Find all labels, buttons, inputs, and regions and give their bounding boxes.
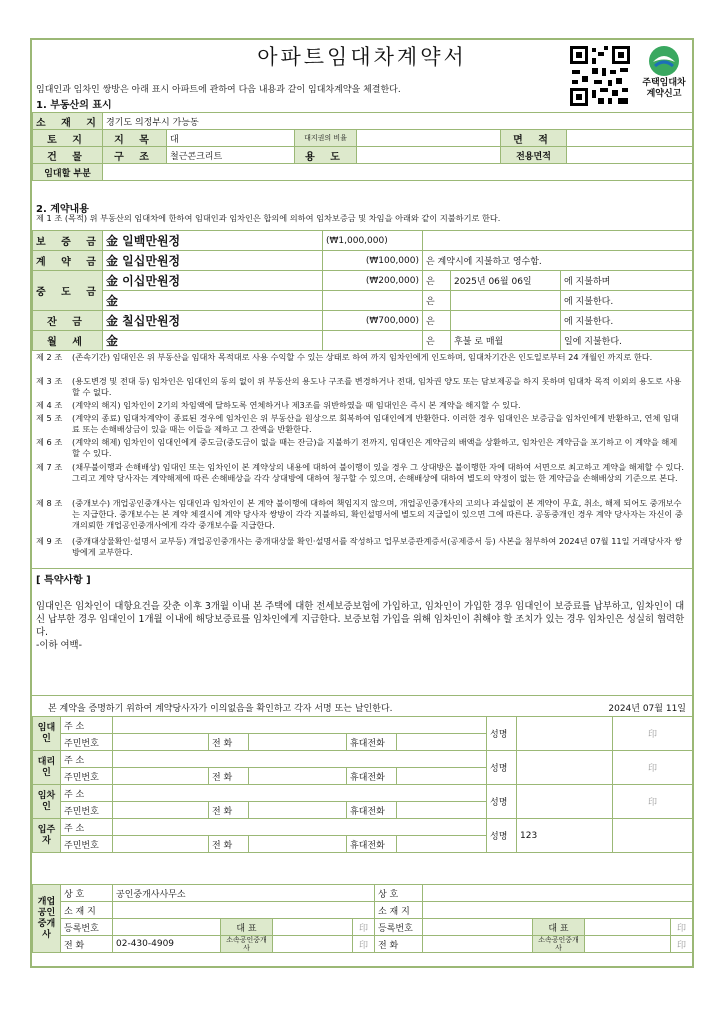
article-6	[36, 437, 690, 459]
category-label: 지 목	[103, 130, 167, 147]
article-7-text: (채무불이행과 손해배상) 임대인 또는 임차인이 본 계약상의 내용에 대하여 불이행이 있을 경우 그 상대방은 불이행한 자에 대하여 서면으로 최고하고 계약을 해제할 수 있다. 그리고 계약 당사자는 계약해제에 따른 손해배상을 각각 상대방에 대하여 청구할 수 있으며, 손해배상에 대하여 별도의 약정이 없는 한 계약금을 손해배상의 기준으로 본다.	[72, 462, 684, 483]
broker2-reg-label: 등록번호	[375, 919, 423, 936]
broker2-assoc-seal: 印	[671, 936, 693, 953]
broker1-reg-label: 등록번호	[61, 919, 113, 936]
logo-text-line1: 주택임대차	[642, 78, 686, 88]
section2-heading: 2. 계약내용	[36, 204, 89, 215]
broker1-phone[interactable]: 02-430-4909	[113, 936, 221, 953]
page-title: 아파트임대차계약서	[257, 45, 467, 69]
resident-id-label: 주민번호	[61, 836, 113, 853]
article-5-number: 제 5 조	[36, 413, 63, 423]
lessor-name[interactable]	[517, 717, 613, 751]
lessee-phone[interactable]	[249, 802, 347, 819]
agent-seal: 印	[613, 751, 693, 785]
logo-text-line2: 계약신고	[646, 89, 682, 99]
article-3	[36, 376, 690, 398]
article-2	[36, 352, 690, 363]
special-terms-header: [ 특약사항 ]	[36, 575, 91, 586]
article-7-number: 제 7 조	[36, 462, 63, 472]
broker-label: 개업공인중개사	[33, 885, 61, 953]
lessor-mobile-label: 휴대전화	[347, 734, 397, 751]
monthly-rent-when[interactable]: 후불	[454, 337, 472, 347]
article-4	[36, 400, 690, 411]
area-label: 면 적	[501, 130, 567, 147]
special-terms-end: -이하 여백-	[36, 640, 82, 651]
monthly-rent-cycle: 로 매월	[474, 337, 504, 347]
exclusive-area-label: 전용면적	[501, 147, 567, 164]
middle-payment-text[interactable]: 金 이십만원정	[103, 271, 323, 291]
lessee-name[interactable]	[517, 785, 613, 819]
resident-phone-label: 전 화	[209, 836, 249, 853]
rent-part-label: 임대할 부분	[33, 164, 103, 181]
lessor-mobile[interactable]	[397, 734, 487, 751]
broker-table	[32, 884, 693, 953]
broker2-office-label: 상 호	[375, 885, 423, 902]
lessor-phone-label: 전 화	[209, 734, 249, 751]
use-label: 용 도	[295, 147, 357, 164]
middle-payment-number[interactable]: (₩200,000)	[323, 271, 423, 291]
area-value[interactable]	[567, 130, 693, 147]
balance-date[interactable]	[451, 311, 561, 331]
broker1-location-label: 소 재 지	[61, 902, 113, 919]
category-value[interactable]: 대	[167, 130, 295, 147]
broker2-seal: 印	[671, 919, 693, 936]
agent-label: 대리인	[33, 751, 61, 785]
broker2-assoc-label: 소속공인중개사	[533, 936, 585, 953]
monthly-rent-eun: 은	[423, 331, 451, 351]
article-1: 제 1 조 (목적) 위 부동산의 임대차에 한하여 임대인과 임차인은 합의에 의하여 임차보증금 및 차임을 아래와 같이 지불하기로 한다.	[36, 213, 501, 223]
balance-eun: 은	[423, 311, 451, 331]
use-value[interactable]	[357, 147, 501, 164]
property-table	[32, 112, 693, 181]
lessee-address-label: 주 소	[61, 785, 113, 802]
section1-heading: 1. 부동산의 표시	[36, 100, 112, 111]
broker2-phone[interactable]	[423, 936, 533, 953]
agent-sign-label: 성명	[487, 751, 517, 785]
broker1-assoc[interactable]	[273, 936, 353, 953]
housing-lease-report-logo	[636, 44, 692, 108]
payment-table	[32, 230, 693, 351]
lessor-sign-label: 성명	[487, 717, 517, 751]
article-3-number: 제 3 조	[36, 376, 63, 386]
monthly-rent-text[interactable]: 金	[103, 331, 323, 351]
middle-payment2-date[interactable]	[451, 291, 561, 311]
lessee-mobile[interactable]	[397, 802, 487, 819]
broker2-reg[interactable]	[423, 919, 533, 936]
contract-deposit-text[interactable]: 金 일십만원정	[103, 251, 323, 271]
resident-name[interactable]: 123	[517, 819, 613, 853]
article-8-text: (중개보수) 개업공인중개사는 임대인과 임차인이 본 계약 불이행에 대하여 책임지지 않으며, 개업공인중개사의 고의나 과실없이 본 계약이 무효, 취소, 해제 되어도 중개보수는 지급한다. 중개보수는 본 계약 체결시에 계약 당사자 쌍방이 각각 지불하되, 확인설명서에 별도의 지급일이 있으면 그에 따른다. 공동중개인 경우 계약 당사자는 자신이 중개의뢰한 개업공인중개사에게 각각 중개보수를 지급한다.	[72, 498, 683, 530]
agent-id-label: 주민번호	[61, 768, 113, 785]
broker1-assoc-seal: 印	[353, 936, 375, 953]
structure-value[interactable]: 철근콘크리트	[167, 147, 295, 164]
contract-deposit-note: 은 계약시에 지불하고 영수함.	[423, 251, 693, 271]
special-terms-box	[32, 568, 692, 696]
agent-id[interactable]	[113, 768, 209, 785]
article-4-text: (계약의 해지) 임차인이 2기의 차임액에 달하도록 연체하거나 제3조를 위반하였을 때 임대인은 즉시 본 계약을 해지할 수 있다.	[72, 400, 521, 410]
broker2-location[interactable]	[423, 902, 693, 919]
agent-address[interactable]	[113, 751, 487, 768]
sign-statement-row	[32, 698, 692, 716]
special-terms-body[interactable]: 임대인은 임차인이 대항요건을 갖춘 이후 3개월 이내 본 주택에 대한 전세보증보험에 가입하고, 임차인이 가입한 경우 임대인이 보증료를 납부하고, 임차인이 대신 납부한 경우 임대인이 1개월 이내에 해당보증료를 임차인에게 지급한다. 보증보험 가입을 위해 임차인이 취해야 할 조치가 있는 경우 임차인은 성실히 협력한다.	[36, 601, 685, 638]
lessee-phone-label: 전 화	[209, 802, 249, 819]
article-5	[36, 413, 690, 435]
broker2-location-label: 소 재 지	[375, 902, 423, 919]
sign-statement: 본 계약을 증명하기 위하여 계약당사자가 이의없음을 확인하고 각자 서명 또는 날인한다.	[48, 704, 393, 714]
balance-text[interactable]: 金 칠십만원정	[103, 311, 323, 331]
broker1-office-label: 상 호	[61, 885, 113, 902]
deposit-amount-number[interactable]: (₩1,000,000)	[323, 231, 423, 251]
article-6-text: (계약의 해제) 임차인이 임대인에게 중도금(중도금이 없을 때는 잔금)을 지불하기 전까지, 임대인은 계약금의 배액을 상환하고, 임차인은 계약금을 포기하고 이 계약을 해제할 수 있다.	[72, 437, 678, 458]
middle-payment-date[interactable]: 2025년 06월 06일	[451, 271, 561, 291]
building-label: 건 물	[33, 147, 103, 164]
lessor-id[interactable]	[113, 734, 209, 751]
rent-part-value[interactable]	[103, 164, 693, 181]
sign-date[interactable]: 2024년 07월 11일	[608, 704, 686, 714]
contract-deposit-label: 계 약 금	[33, 251, 103, 271]
agent-mobile[interactable]	[397, 768, 487, 785]
article-7	[36, 462, 690, 484]
lessee-sign-label: 성명	[487, 785, 517, 819]
monthly-rent-note: 일에 지불한다.	[561, 331, 693, 351]
broker2-rep-label: 대 표	[533, 919, 585, 936]
deposit-amount-text[interactable]: 金 일백만원정	[103, 231, 323, 251]
lessee-mobile-label: 휴대전화	[347, 802, 397, 819]
lessee-seal: 印	[613, 785, 693, 819]
resident-phone[interactable]	[249, 836, 347, 853]
resident-address-label: 주 소	[61, 819, 113, 836]
land-ratio-value[interactable]	[357, 130, 501, 147]
land-label: 토 지	[33, 130, 103, 147]
lessor-address-label: 주 소	[61, 717, 113, 734]
structure-label: 구 조	[103, 147, 167, 164]
middle-payment2-eun: 은	[423, 291, 451, 311]
balance-number[interactable]: (₩700,000)	[323, 311, 423, 331]
agent-phone-label: 전 화	[209, 768, 249, 785]
lessee-label: 임차인	[33, 785, 61, 819]
resident-mobile[interactable]	[397, 836, 487, 853]
middle-payment-note: 에 지불하며	[561, 271, 693, 291]
lessor-id-label: 주민번호	[61, 734, 113, 751]
location-label: 소 재 지	[33, 113, 103, 130]
parties-table	[32, 716, 693, 853]
lessee-address[interactable]	[113, 785, 487, 802]
resident-id[interactable]	[113, 836, 209, 853]
broker1-rep-label: 대 표	[221, 919, 273, 936]
broker1-phone-label: 전 화	[61, 936, 113, 953]
middle-payment-eun: 은	[423, 271, 451, 291]
article-8-number: 제 8 조	[36, 498, 63, 508]
resident-sign-label: 성명	[487, 819, 517, 853]
middle-payment2-text[interactable]: 金	[103, 291, 323, 311]
broker2-rep[interactable]	[585, 919, 671, 936]
agent-mobile-label: 휴대전화	[347, 768, 397, 785]
broker2-office[interactable]	[423, 885, 693, 902]
broker1-office[interactable]: 공인중개사사무소	[113, 885, 375, 902]
balance-label: 잔 금	[33, 311, 103, 331]
article-9-text: (중개대상물확인·설명서 교부등) 개업공인중개사는 중개대상물 확인·설명서를 작성하고 업무보증관계증서(공제증서 등) 사본을 첨부하여 2024년 07월 11일 거래당사자 쌍방에게 교부한다.	[72, 536, 683, 557]
lease-report-logo-icon	[647, 44, 681, 78]
monthly-rent-label: 월 세	[33, 331, 103, 351]
middle-payment-label: 중 도 금	[33, 271, 103, 311]
resident-address[interactable]	[113, 819, 487, 836]
article-8	[36, 498, 690, 531]
qr-code-icon[interactable]	[568, 44, 632, 108]
agent-phone[interactable]	[249, 768, 347, 785]
article-2-number: 제 2 조	[36, 352, 63, 362]
contract-deposit-number[interactable]: (₩100,000)	[323, 251, 423, 271]
broker1-location[interactable]	[113, 902, 375, 919]
resident-label: 입주자	[33, 819, 61, 853]
contract-page	[30, 38, 694, 968]
deposit-label: 보 증 금	[33, 231, 103, 251]
article-2-text: (존속기간) 임대인은 위 부동산을 임대차 목적대로 사용 수익할 수 있는 상태로 하여 까지 임차인에게 인도하며, 임대차기간은 인도일로부터 24 개월인 까지로 한다.	[72, 352, 653, 362]
land-ratio-label: 대지권의 비율	[295, 130, 357, 147]
middle-payment2-note: 에 지불한다.	[561, 291, 693, 311]
lessor-address[interactable]	[113, 717, 487, 734]
broker2-phone-label: 전 화	[375, 936, 423, 953]
article-3-text: (용도변경 및 전대 등) 임차인은 임대인의 동의 없이 위 부동산의 용도나 구조를 변경하거나 전대, 임차권 양도 또는 담보제공을 하지 못하며 임대차 목적 이외의 용도로 사용할 수 없다.	[72, 376, 682, 397]
broker1-reg[interactable]	[113, 919, 221, 936]
location-value[interactable]: 경기도 의정부시 가능동	[103, 113, 693, 130]
resident-seal	[613, 819, 693, 853]
article-9	[36, 536, 690, 558]
intro-text: 임대인과 임차인 쌍방은 아래 표시 아파트에 관하여 다음 내용과 같이 임대차계약을 체결한다.	[36, 85, 401, 95]
agent-address-label: 주 소	[61, 751, 113, 768]
resident-mobile-label: 휴대전화	[347, 836, 397, 853]
broker1-rep[interactable]	[273, 919, 353, 936]
article-6-number: 제 6 조	[36, 437, 63, 447]
lessee-id[interactable]	[113, 802, 209, 819]
lessor-label: 임대인	[33, 717, 61, 751]
article-9-number: 제 9 조	[36, 536, 63, 546]
lessor-phone[interactable]	[249, 734, 347, 751]
exclusive-area-value[interactable]	[567, 147, 693, 164]
lessee-id-label: 주민번호	[61, 802, 113, 819]
broker1-seal: 印	[353, 919, 375, 936]
broker1-assoc-label: 소속공인중개사	[221, 936, 273, 953]
balance-note: 에 지불한다.	[561, 311, 693, 331]
agent-name[interactable]	[517, 751, 613, 785]
lessor-seal: 印	[613, 717, 693, 751]
broker2-assoc[interactable]	[585, 936, 671, 953]
article-5-text: (계약의 종료) 임대차계약이 종료된 경우에 임차인은 위 부동산을 원상으로 회복하여 임대인에게 반환한다. 이러한 경우 임대인은 보증금을 임차인에게 반환하고, 연체 임대료 또는 손해배상금이 있을 때는 이들을 제하고 그 잔액을 반환한다.	[72, 413, 679, 434]
article-4-number: 제 4 조	[36, 400, 63, 410]
